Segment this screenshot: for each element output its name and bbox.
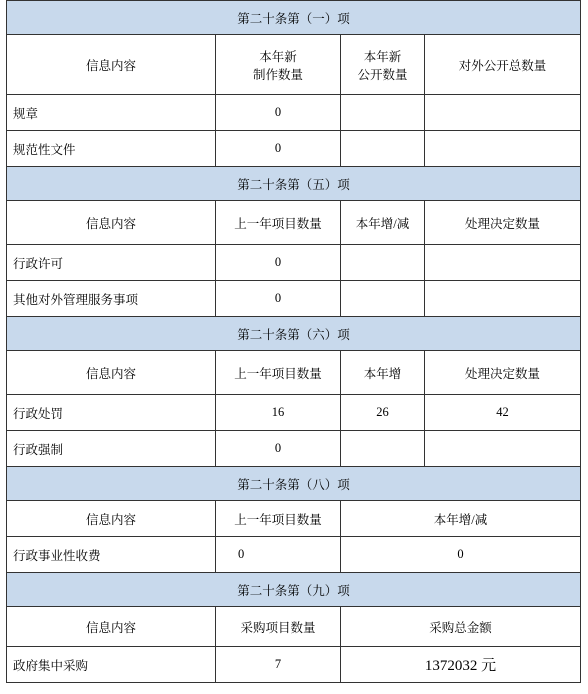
row-value: 26 (341, 395, 425, 431)
header-increase: 本年增 (341, 351, 425, 395)
section-title: 第二十条第（六）项 (7, 317, 581, 351)
table-row (7, 131, 581, 167)
table-row (7, 95, 581, 131)
row-value (341, 245, 425, 281)
disclosure-table-container (6, 0, 580, 683)
disclosure-table (6, 0, 581, 683)
header-prev-count: 上一年项目数量 (216, 501, 341, 537)
row-value (341, 431, 425, 467)
row-value: 7 (216, 647, 341, 683)
section-title: 第二十条第（五）项 (7, 167, 581, 201)
row-value (425, 95, 581, 131)
row-label: 规范性文件 (7, 131, 216, 167)
header-info: 信息内容 (7, 201, 216, 245)
row-label: 规章 (7, 95, 216, 131)
row-value (425, 131, 581, 167)
row-value: 0 (216, 537, 341, 573)
table-row (7, 431, 581, 467)
row-value: 0 (216, 131, 341, 167)
section-header-8 (7, 467, 581, 501)
row-label: 行政强制 (7, 431, 216, 467)
column-header-row (7, 501, 581, 537)
section-header-5 (7, 167, 581, 201)
row-label: 其他对外管理服务事项 (7, 281, 216, 317)
table-row (7, 647, 581, 683)
column-header-row (7, 351, 581, 395)
section-title: 第二十条第（一）项 (7, 1, 581, 35)
row-value: 0 (216, 281, 341, 317)
table-row (7, 537, 581, 573)
row-value (425, 281, 581, 317)
header-info: 信息内容 (7, 35, 216, 95)
header-new-made: 本年新 制作数量 (216, 35, 341, 95)
row-value (341, 131, 425, 167)
section-header-6 (7, 317, 581, 351)
header-decisions: 处理决定数量 (425, 351, 581, 395)
column-header-row (7, 35, 581, 95)
header-new-public: 本年新 公开数量 (341, 35, 425, 95)
row-value: 0 (216, 245, 341, 281)
header-decisions: 处理决定数量 (425, 201, 581, 245)
header-info: 信息内容 (7, 501, 216, 537)
row-label: 政府集中采购 (7, 647, 216, 683)
column-header-row (7, 201, 581, 245)
header-total-public: 对外公开总数量 (425, 35, 581, 95)
row-value (341, 281, 425, 317)
header-change: 本年增/减 (341, 501, 581, 537)
row-value: 16 (216, 395, 341, 431)
row-label: 行政事业性收费 (7, 537, 216, 573)
header-purchase-amount: 采购总金额 (341, 607, 581, 647)
header-purchase-count: 采购项目数量 (216, 607, 341, 647)
table-row (7, 281, 581, 317)
row-value: 0 (341, 537, 581, 573)
table-row (7, 245, 581, 281)
row-value (425, 431, 581, 467)
header-prev-count: 上一年项目数量 (216, 351, 341, 395)
row-value: 42 (425, 395, 581, 431)
row-label: 行政处罚 (7, 395, 216, 431)
section-title: 第二十条第（九）项 (7, 573, 581, 607)
row-value (341, 95, 425, 131)
column-header-row (7, 607, 581, 647)
row-value: 0 (216, 95, 341, 131)
section-header-1 (7, 1, 581, 35)
row-label: 行政许可 (7, 245, 216, 281)
header-change: 本年增/减 (341, 201, 425, 245)
header-info: 信息内容 (7, 607, 216, 647)
row-value (425, 245, 581, 281)
section-header-9 (7, 573, 581, 607)
header-info: 信息内容 (7, 351, 216, 395)
row-value: 0 (216, 431, 341, 467)
table-row (7, 395, 581, 431)
row-value: 1372032 元 (341, 647, 581, 683)
section-title: 第二十条第（八）项 (7, 467, 581, 501)
header-prev-count: 上一年项目数量 (216, 201, 341, 245)
